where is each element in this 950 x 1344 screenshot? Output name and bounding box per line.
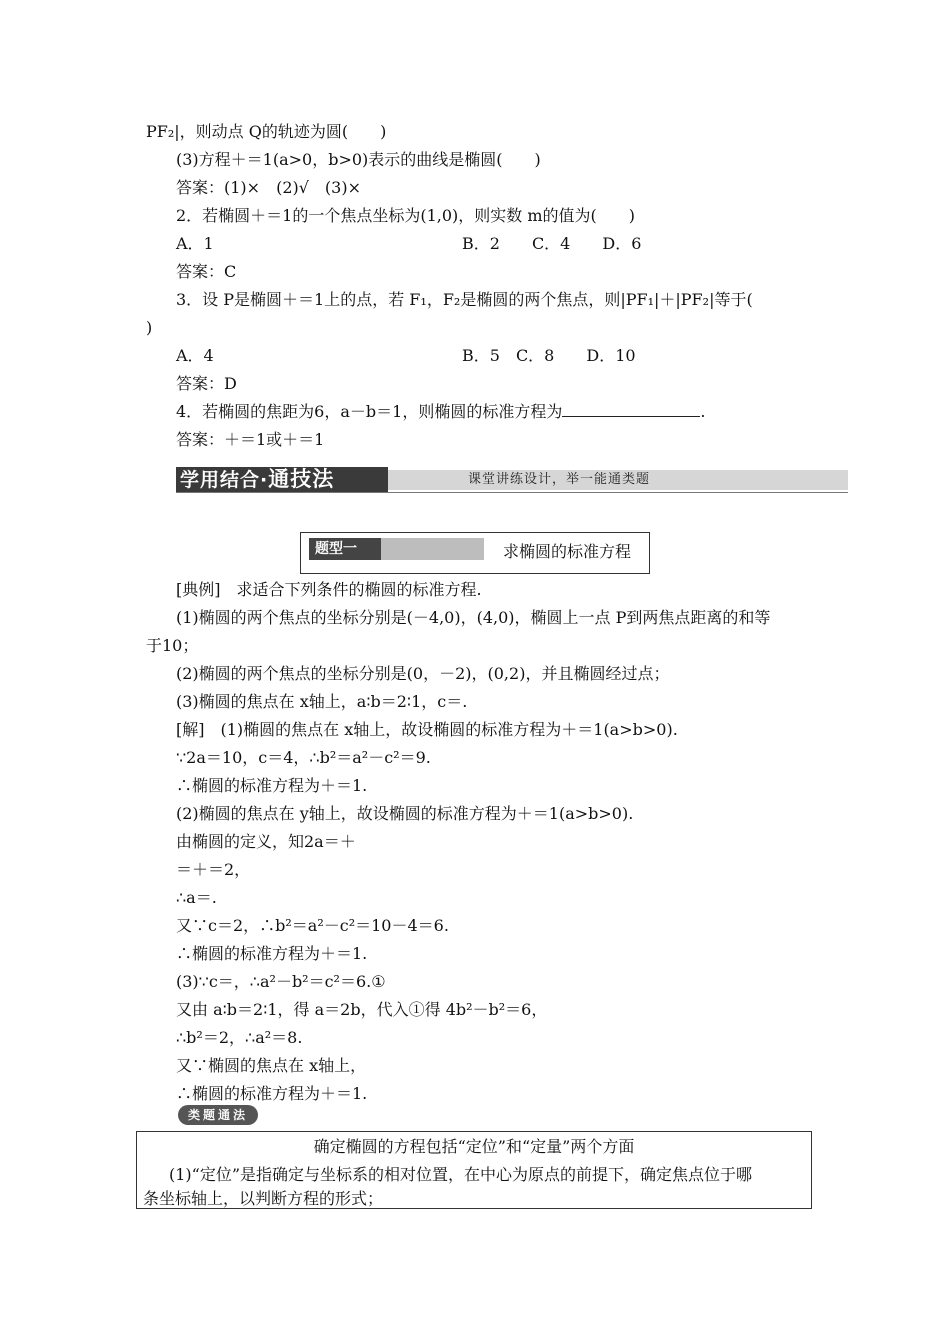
banner-subtitle: 课堂讲练设计，举一能通类题: [468, 472, 651, 487]
options-bcd: B．2 C．4 D．6: [462, 234, 642, 253]
type-tag-shade: [381, 538, 484, 560]
question-2: 2．若椭圆＋＝1的一个焦点坐标为(1,0)，则实数 m的值为( ): [176, 206, 636, 225]
solution-line: ∴椭圆的标准方程为＋＝1.: [176, 1084, 368, 1103]
tip-title: 确定椭圆的方程包括“定位”和“定量”两个方面: [313, 1137, 635, 1156]
solution-line: ∴a＝.: [176, 888, 217, 907]
tip-line: (1)“定位”是指确定与坐标系的相对位置，在中心为原点的前提下，确定焦点位于哪: [169, 1165, 753, 1184]
type-heading-box: [300, 532, 650, 574]
solution-line: ∴椭圆的标准方程为＋＝1.: [176, 944, 368, 963]
text-line: PF₂|，则动点 Q的轨迹为圆( ): [146, 122, 387, 141]
solution-line: (2)椭圆的焦点在 y轴上，故设椭圆的标准方程为＋＝1(a>b>0).: [176, 804, 634, 823]
answer-line: 答案：D: [176, 374, 237, 393]
solution-line: 又由 a∶b＝2∶1，得 a＝2b，代入①得 4b²－b²＝6，: [176, 1000, 548, 1019]
banner-title: [176, 467, 388, 492]
type-tag-label: 题型一: [315, 541, 357, 557]
solution-line: 又∵c＝2，∴b²＝a²－c²＝10－4＝6.: [176, 916, 449, 935]
section-banner: [176, 466, 848, 494]
solution-line: ∴椭圆的标准方程为＋＝1.: [176, 776, 368, 795]
banner-title-b: 通技法: [268, 467, 335, 491]
answer-line: 答案：＋＝1或＋＝1: [176, 430, 325, 449]
question-4: [176, 401, 705, 423]
options-bcd: B．5 C．8 D．10: [462, 346, 636, 365]
solution-heading: [解] (1)椭圆的焦点在 x轴上，故设椭圆的标准方程为＋＝1(a>b>0).: [176, 720, 678, 739]
option-a: A．1: [176, 234, 214, 253]
text-line: (3)椭圆的焦点在 x轴上，a∶b＝2∶1，c＝.: [176, 692, 468, 711]
question-3: 3．设 P是椭圆＋＝1上的点，若 F₁，F₂是椭圆的两个焦点，则|PF₁|＋|PF₂|等于(: [176, 290, 753, 309]
tip-box: [136, 1131, 812, 1209]
solution-line: ＝＋＝2，: [176, 860, 251, 879]
type-tag: [309, 538, 484, 560]
text-line: (2)椭圆的两个焦点的坐标分别是(0，－2)，(0,2)，并且椭圆经过点；: [176, 664, 670, 683]
text-line: (3)方程＋＝1(a>0，b>0)表示的曲线是椭圆( ): [176, 150, 541, 169]
text-line: ): [146, 318, 153, 337]
answer-line: 答案：C: [176, 262, 237, 281]
banner-title-a: 学用结合·: [180, 469, 269, 491]
solution-line: ∴b²＝2，∴a²＝8.: [176, 1028, 303, 1047]
answer-line: 答案：(1)× (2)√ (3)×: [176, 178, 362, 197]
question-4-end: .: [700, 402, 706, 421]
answer-blank: [562, 402, 700, 417]
text-line: (1)椭圆的两个焦点的坐标分别是(－4,0)，(4,0)，椭圆上一点 P到两焦点距离的和等: [176, 608, 771, 627]
solution-line: ∵2a＝10，c＝4，∴b²＝a²－c²＝9.: [176, 748, 431, 767]
tip-line: 条坐标轴上，以判断方程的形式；: [143, 1189, 384, 1208]
method-badge: 类题通法: [178, 1105, 258, 1125]
solution-line: 由椭圆的定义，知2a＝＋: [176, 832, 356, 851]
solution-line: (3)∵c＝，∴a²－b²＝c²＝6.①: [176, 972, 386, 991]
example-heading: [典例] 求适合下列条件的椭圆的标准方程.: [176, 580, 482, 599]
option-a: A．4: [176, 346, 214, 365]
solution-line: 又∵椭圆的焦点在 x轴上，: [176, 1056, 367, 1075]
banner-divider: [176, 492, 848, 493]
question-4-text: 4．若椭圆的焦距为6，a－b＝1，则椭圆的标准方程为: [176, 402, 563, 421]
text-line: 于10；: [146, 636, 199, 655]
type-title: 求椭圆的标准方程: [503, 542, 632, 561]
